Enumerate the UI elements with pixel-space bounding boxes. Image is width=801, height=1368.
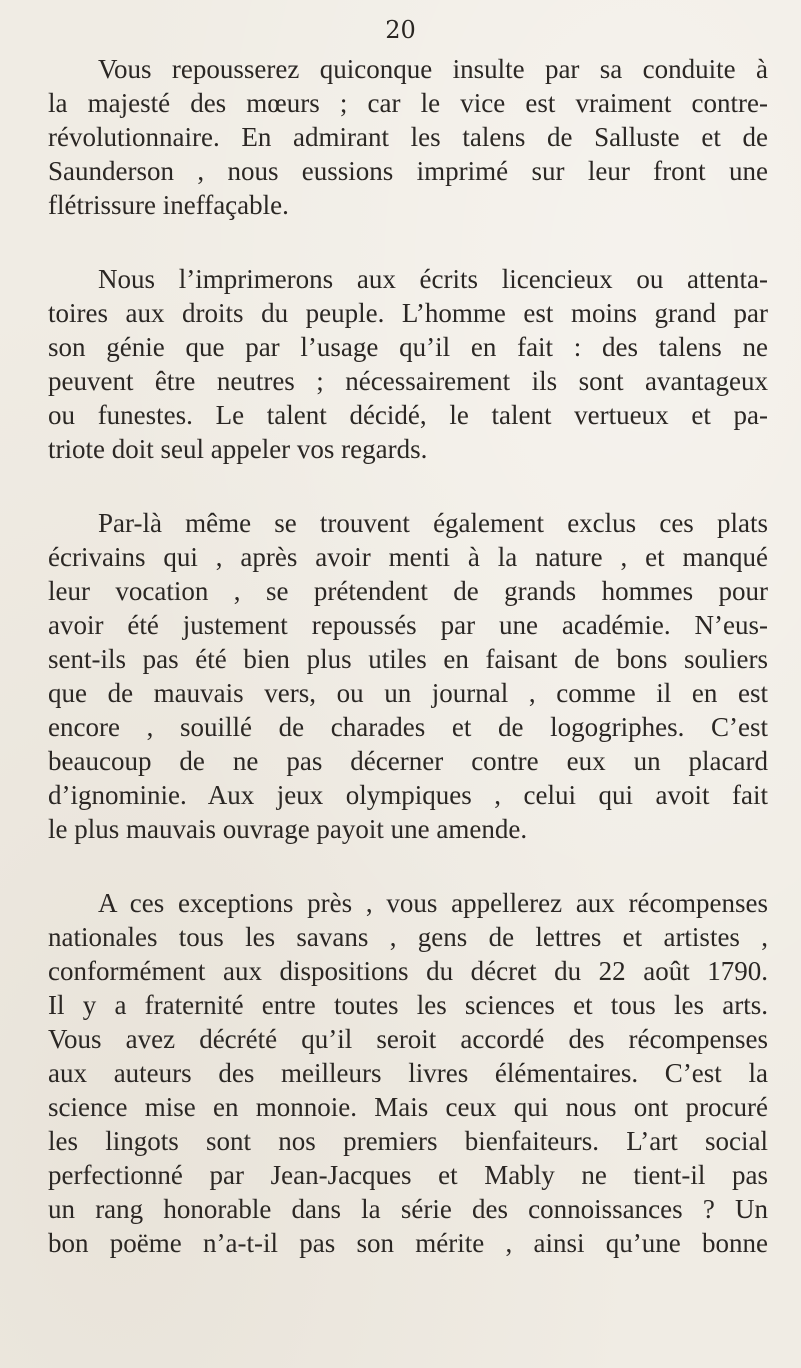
text-line: son génie que par l’usage qu’il en fait : des talens ne — [48, 332, 768, 362]
text-line: les lingots sont nos premiers bienfaiteurs. L’art social — [48, 1126, 768, 1156]
text-line: Nous l’imprimerons aux écrits licencieux ou attenta- — [98, 264, 768, 294]
paragraph-3 — [48, 506, 768, 846]
text-line: Par-là même se trouvent également exclus ces plats — [98, 508, 768, 538]
text-line: Saunderson , nous eussions imprimé sur leur front une — [48, 156, 768, 186]
text-line: A ces exceptions près , vous appellerez aux récompenses — [98, 888, 768, 918]
text-line: sent-ils pas été bien plus utiles en faisant de bons souliers — [48, 644, 768, 674]
text-line: flétrissure ineffaçable. — [48, 190, 289, 220]
text-line: encore , souillé de charades et de logogriphes. C’est — [48, 712, 768, 742]
text-line: avoir été justement repoussés par une académie. N’eus- — [48, 610, 768, 640]
body-text — [48, 52, 768, 1260]
text-line: bon poëme n’a-t-il pas son mérite , ainsi qu’une bonne — [48, 1228, 768, 1258]
text-line: conformément aux dispositions du décret du 22 août 1790. — [48, 956, 768, 986]
text-line: triote doit seul appeler vos regards. — [48, 434, 428, 464]
paragraph-1 — [48, 52, 768, 222]
text-line: nationales tous les savans , gens de lettres et artistes , — [48, 922, 768, 952]
text-line: perfectionné par Jean-Jacques et Mably ne tient-il pas — [48, 1160, 768, 1190]
paragraph-4 — [48, 886, 768, 1260]
text-line: beaucoup de ne pas décerner contre eux un placard — [48, 746, 768, 776]
text-line: un rang honorable dans la série des connoissances ? Un — [48, 1194, 768, 1224]
text-line: Vous repousserez quiconque insulte par sa conduite à — [98, 54, 768, 84]
paragraph-gap — [48, 222, 768, 262]
text-line: leur vocation , se prétendent de grands hommes pour — [48, 576, 768, 606]
text-line: science mise en monnoie. Mais ceux qui nous ont procuré — [48, 1092, 768, 1122]
text-line: peuvent être neutres ; nécessairement ils sont avantageux — [48, 366, 768, 396]
paragraph-gap — [48, 466, 768, 506]
page-number: 20 — [385, 16, 416, 44]
text-line: le plus mauvais ouvrage payoit une amende. — [48, 814, 528, 844]
text-line: la majesté des mœurs ; car le vice est vraiment contre- — [48, 88, 768, 118]
paragraph-2 — [48, 262, 768, 466]
text-line: Il y a fraternité entre toutes les sciences et tous les arts. — [48, 990, 768, 1020]
text-line: révolutionnaire. En admirant les talens de Salluste et de — [48, 122, 768, 152]
text-line: toires aux droits du peuple. L’homme est moins grand par — [48, 298, 768, 328]
text-line: que de mauvais vers, ou un journal , comme il en est — [48, 678, 768, 708]
paragraph-gap — [48, 846, 768, 886]
text-line: d’ignominie. Aux jeux olympiques , celui qui avoit fait — [48, 780, 768, 810]
text-line: aux auteurs des meilleurs livres élémentaires. C’est la — [48, 1058, 768, 1088]
text-line: ou funestes. Le talent décidé, le talent vertueux et pa- — [48, 400, 768, 430]
text-line: écrivains qui , après avoir menti à la nature , et manqué — [48, 542, 768, 572]
text-line: Vous avez décrété qu’il seroit accordé des récompenses — [48, 1024, 768, 1054]
